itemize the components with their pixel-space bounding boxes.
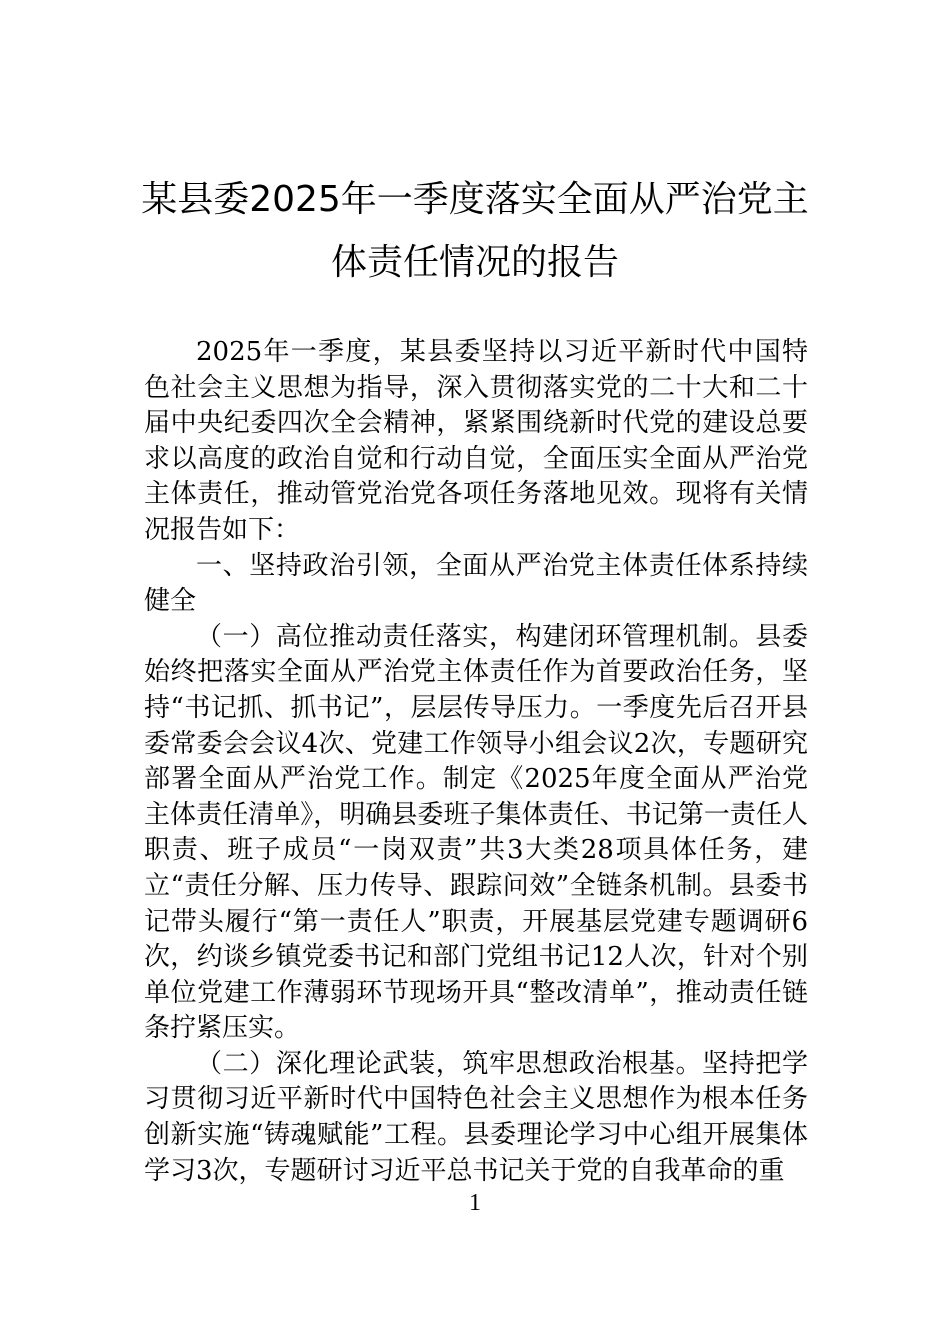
document-title: 某县委2025年一季度落实全面从严治党主体责任情况的报告 <box>141 179 809 283</box>
section-heading-1: 一、坚持政治引领，全面从严治党主体责任体系持续健全 <box>144 550 808 617</box>
subsection-paragraph-1: （一）高位推动责任落实，构建闭环管理机制。县委始终把落实全面从严治党主体责任作为首要政治任务，坚持“书记抓、抓书记”，层层传导压力。一季度先后召开县委常委会会议4次、党建工作领导小组会议2次，专题研究部署全面从严治党工作。制定《2025年度全面从严治党主体责任清单》，明确县委班子集体责任、书记第一责任人职责、班子成员“一岗双责”共3大类28项具体任务，建立“责任分解、压力传导、跟踪问效”全链条机制。县委书记带头履行“第一责任人”职责，开展基层党建专题调研6次，约谈乡镇党委书记和部门党组书记12人次，针对个别单位党建工作薄弱环节现场开具“整改清单”，推动责任链条拧紧压实。 <box>144 621 808 1044</box>
document-body <box>144 335 808 1189</box>
page-number: 1 <box>469 1190 481 1216</box>
subsection-paragraph-2: （二）深化理论武装，筑牢思想政治根基。坚持把学习贯彻习近平新时代中国特色社会主义思想作为根本任务创新实施“铸魂赋能”工程。县委理论学习中心组开展集体学习3次，专题研讨习近平总书记关于党的自我革命的重 <box>144 1048 808 1186</box>
intro-paragraph: 2025年一季度，某县委坚持以习近平新时代中国特色社会主义思想为指导，深入贯彻落实党的二十大和二十届中央纪委四次全会精神，紧紧围绕新时代党的建设总要求以高度的政治自觉和行动自觉，全面压实全面从严治党主体责任，推动管党治党各项任务落地见效。现将有关情况报告如下： <box>144 337 808 545</box>
